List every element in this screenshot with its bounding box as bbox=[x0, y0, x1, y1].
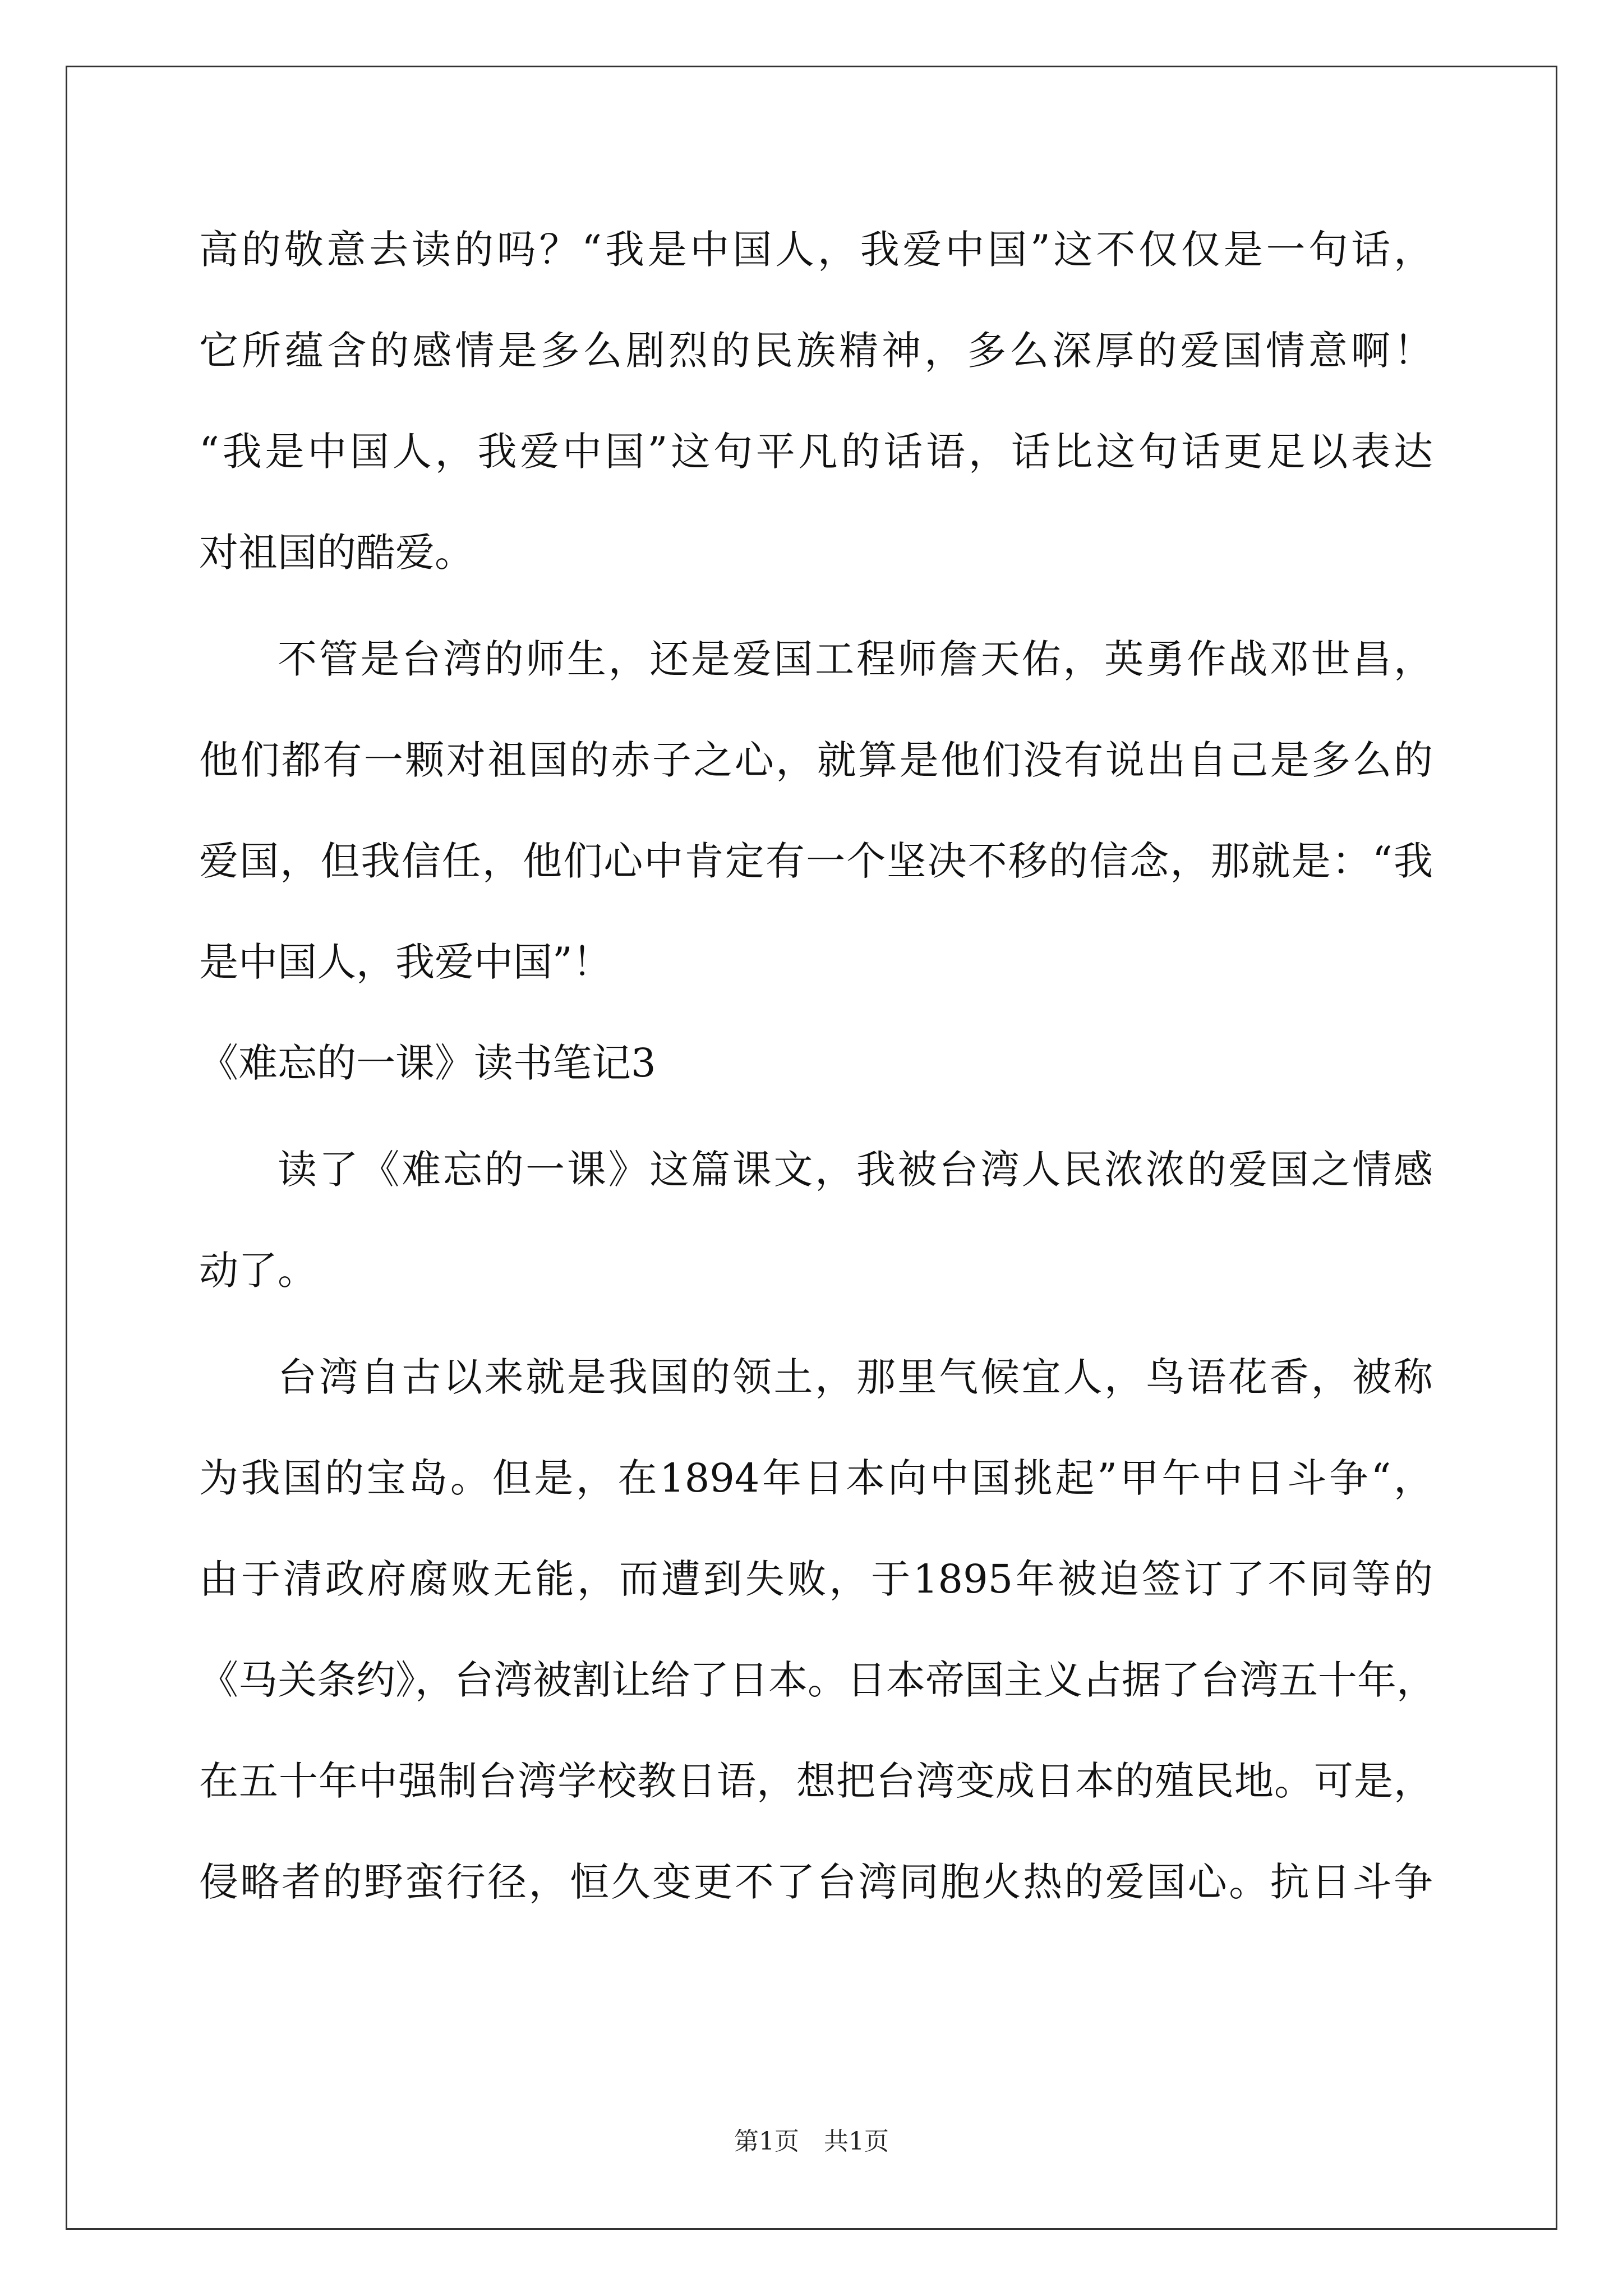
text-line: 为我国的宝岛。但是，在1894年日本向中国挑起”甲午中日斗争“， bbox=[199, 1455, 1433, 1501]
text-line: “我是中国人，我爱中国”这句平凡的话语，话比这句话更足以表达 bbox=[199, 429, 1433, 475]
text-line: 它所蕴含的感情是多么剧烈的民族精神，多么深厚的爱国情意啊！ bbox=[199, 328, 1433, 374]
text-line: 在五十年中强制台湾学校教日语，想把台湾变成日本的殖民地。可是， bbox=[199, 1758, 1433, 1804]
text-line: 高的敬意去读的吗？“我是中国人，我爱中国”这不仅仅是一句话， bbox=[199, 227, 1433, 273]
text-line: 侵略者的野蛮行径，恒久变更不了台湾同胞火热的爱国心。抗日斗争 bbox=[199, 1859, 1433, 1905]
text-line: 他们都有一颗对祖国的赤子之心，就算是他们没有说出自己是多么的 bbox=[199, 737, 1433, 783]
text-line: 不管是台湾的师生，还是爱国工程师詹天佑，英勇作战邓世昌， bbox=[278, 636, 1433, 682]
text-line: 爱国，但我信任，他们心中肯定有一个坚决不移的信念，那就是：“我 bbox=[199, 838, 1433, 884]
text-line: 是中国人，我爱中国”！ bbox=[199, 939, 612, 985]
text-line: 对祖国的酷爱。 bbox=[199, 530, 474, 576]
text-line: 《马关条约》，台湾被割让给了日本。日本帝国主义占据了台湾五十年， bbox=[199, 1657, 1436, 1703]
text-line: 读了《难忘的一课》这篇课文，我被台湾人民浓浓的爱国之情感 bbox=[278, 1147, 1433, 1193]
section-heading: 《难忘的一课》读书笔记3 bbox=[199, 1040, 656, 1086]
text-line: 由于清政府腐败无能，而遭到失败，于1895年被迫签订了不同等的 bbox=[199, 1556, 1433, 1602]
page-footer: 第1页 共1页 bbox=[734, 2127, 889, 2156]
text-line: 台湾自古以来就是我国的领土，那里气候宜人，鸟语花香，被称 bbox=[278, 1354, 1433, 1400]
text-line: 动了。 bbox=[199, 1248, 317, 1294]
